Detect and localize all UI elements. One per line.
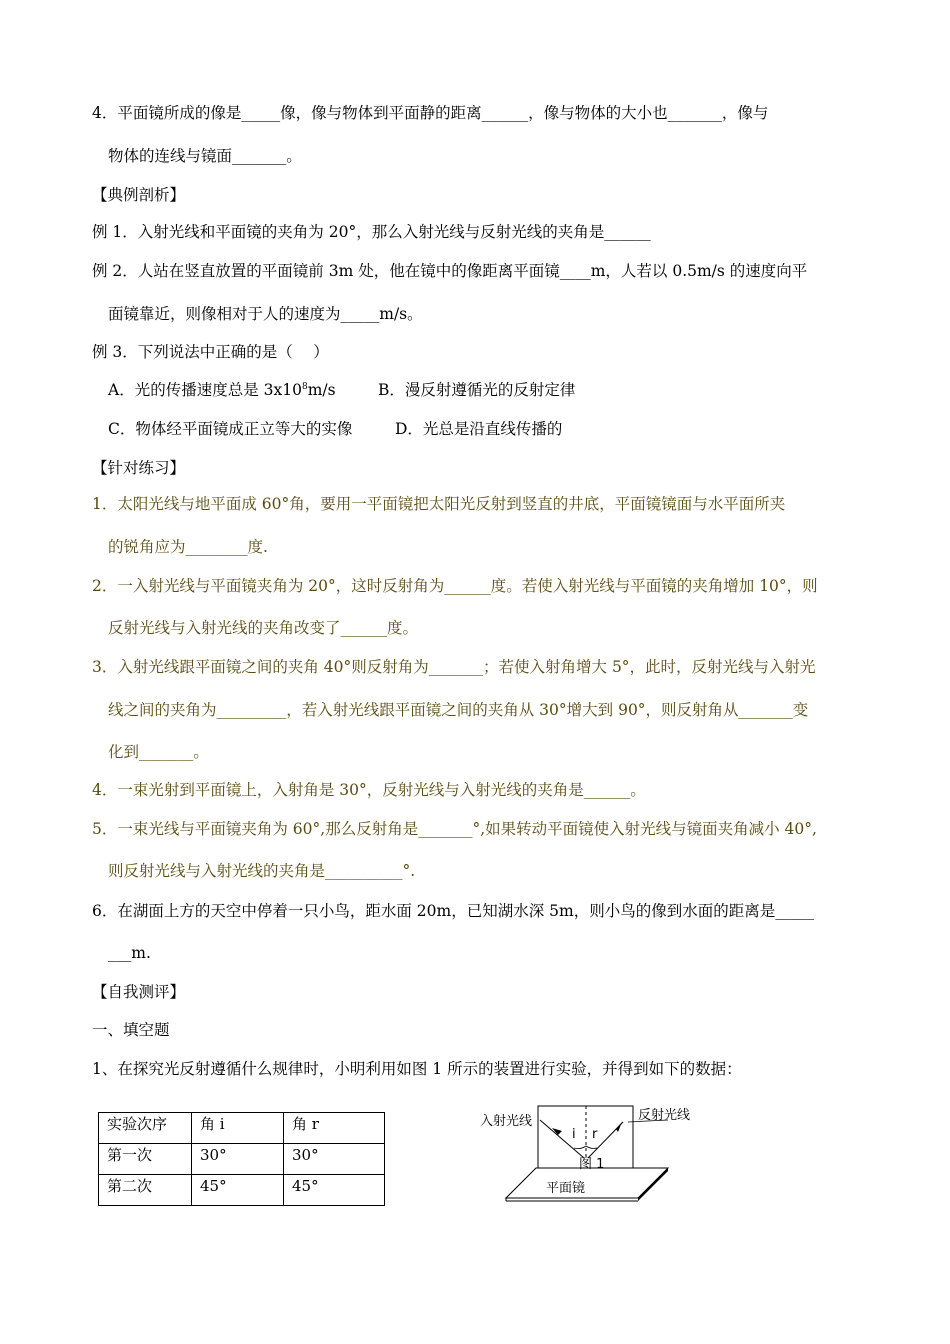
angle-i-label: i <box>572 1127 576 1142</box>
table-cell: 30° <box>192 1144 284 1175</box>
section-selftest-heading: 【自我测评】 <box>92 983 186 1001</box>
example-1: 例 1．入射光线和平面镜的夹角为 20°，那么入射光线与反射光线的夹角是______ <box>92 223 651 241</box>
table-header-row <box>99 1113 385 1144</box>
figure-caption: 图 1 <box>579 1157 605 1172</box>
option-a-text: A．光的传播速度总是 3x10 <box>108 381 302 399</box>
table-header-cell: 角 r <box>284 1113 385 1144</box>
fill-in-heading: 一、填空题 <box>92 1021 170 1039</box>
table-cell: 45° <box>192 1175 284 1206</box>
practice-3-line-1: 3．入射光线跟平面镜之间的夹角 40°则反射角为_______；若使入射角增大 5°，此时，反射光线与入射光 <box>92 658 816 676</box>
option-a-exponent: 8 <box>301 382 308 392</box>
reflected-ray-label: 反射光线 <box>638 1108 691 1123</box>
table-header-cell: 角 i <box>192 1113 284 1144</box>
mirror-label: 平面镜 <box>546 1181 586 1196</box>
table-header-cell: 实验次序 <box>99 1113 192 1144</box>
practice-3-line-3: 化到_______。 <box>108 743 209 761</box>
practice-2-line-2: 反射光线与入射光线的夹角改变了______度。 <box>108 619 419 637</box>
example-3-option-d: D．光总是沿直线传播的 <box>395 420 563 438</box>
option-a-unit: m/s <box>307 381 336 399</box>
section-practice-heading: 【针对练习】 <box>92 459 186 477</box>
table-row <box>99 1144 385 1175</box>
table-cell: 第一次 <box>99 1144 192 1175</box>
practice-4: 4．一束光射到平面镜上，入射角是 30°，反射光线与入射光线的夹角是______。 <box>92 781 646 799</box>
table-row <box>99 1175 385 1206</box>
incident-ray-label: 入射光线 <box>480 1114 533 1129</box>
example-3-stem: 例 3．下列说法中正确的是（ ） <box>92 343 329 361</box>
question-4-line-2: 物体的连线与镜面_______。 <box>108 147 302 165</box>
practice-6-line-2: ___m. <box>108 944 151 962</box>
reflection-diagram <box>478 1098 718 1202</box>
practice-2-line-1: 2．一入射光线与平面镜夹角为 20°，这时反射角为______度。若使入射光线与平面镜的夹角增加 10°，则 <box>92 577 818 595</box>
table-cell: 第二次 <box>99 1175 192 1206</box>
section-examples-heading: 【典例剖析】 <box>92 186 186 204</box>
practice-1-line-2: 的锐角应为________度. <box>108 538 268 556</box>
example-3-option-b: B．漫反射遵循光的反射定律 <box>378 381 576 399</box>
example-2-line-2: 面镜靠近，则像相对于人的速度为_____m/s。 <box>108 305 423 323</box>
practice-5-line-2: 则反射光线与入射光线的夹角是__________°. <box>108 862 416 880</box>
data-table <box>98 1112 385 1206</box>
practice-5-line-1: 5．一束光线与平面镜夹角为 60°,那么反射角是_______°,如果转动平面镜使入射光线与镜面夹角减小 40°, <box>92 820 817 838</box>
example-3-option-a <box>108 380 336 400</box>
angle-r-label: r <box>592 1127 598 1142</box>
practice-6-line-1: 6．在湖面上方的天空中停着一只小鸟，距水面 20m，已知湖水深 5m，则小鸟的像到水面的距离是_____ <box>92 902 814 920</box>
example-3-option-c: C．物体经平面镜成正立等大的实像 <box>108 420 353 438</box>
practice-3-line-2: 线之间的夹角为_________，若入射光线跟平面镜之间的夹角从 30°增大到 90°，则反射角从_______变 <box>108 701 809 719</box>
question-4-line-1: 4．平面镜所成的像是_____像，像与物体到平面静的距离______，像与物体的大小也_______，像与 <box>92 104 769 122</box>
table-cell: 30° <box>284 1144 385 1175</box>
table-cell: 45° <box>284 1175 385 1206</box>
practice-1-line-1: 1．太阳光线与地平面成 60°角，要用一平面镜把太阳光反射到竖直的井底，平面镜镜面与水平面所夹 <box>92 495 786 513</box>
selftest-question-1: 1、在探究光反射遵循什么规律时，小明利用如图 1 所示的装置进行实验，并得到如下的数据： <box>92 1060 742 1078</box>
example-2-line-1: 例 2．人站在竖直放置的平面镜前 3m 处，他在镜中的像距离平面镜____m，人若以 0.5m/s 的速度向平 <box>92 262 808 280</box>
